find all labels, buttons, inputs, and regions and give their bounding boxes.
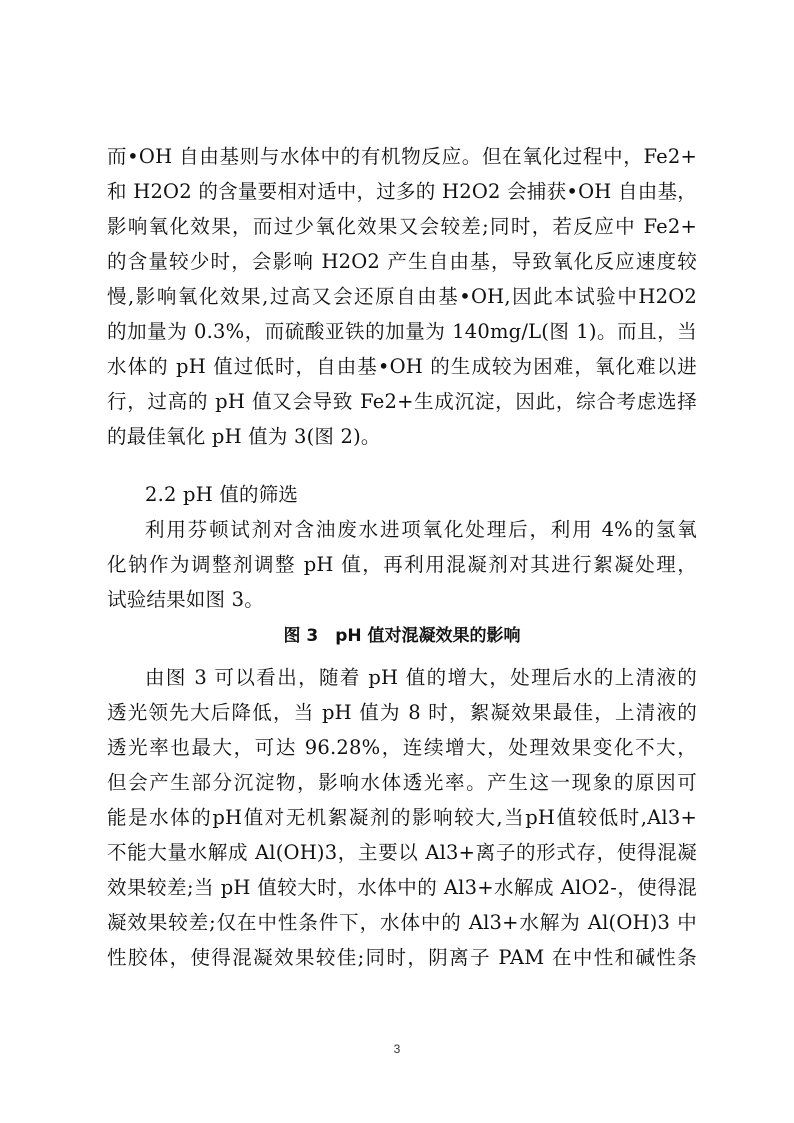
paragraph-line: 能是水体的pH值对无机絮凝剂的影响较大,当pH值较低时,Al3+: [107, 806, 697, 829]
paragraph-line: 利用芬顿试剂对含油废水进项氧化处理后，利用 4%的氢氧: [145, 518, 697, 541]
paragraph-line: 不能大量水解成 Al(OH)3，主要以 Al3+离子的形式存，使得混凝: [107, 841, 697, 864]
paragraph-line: 水体的 pH 值过低时，自由基•OH 的生成较为困难，氧化难以进: [107, 355, 697, 378]
paragraph-line: 慢,影响氧化效果,过高又会还原自由基•OH,因此本试验中H2O2: [107, 285, 697, 308]
paragraph-line: 而•OH 自由基则与水体中的有机物反应。但在氧化过程中，Fe2+: [107, 145, 697, 168]
page-number: 3: [393, 1042, 401, 1056]
paragraph-line: 但会产生部分沉淀物，影响水体透光率。产生这一现象的原因可: [107, 771, 697, 794]
paragraph-line: 影响氧化效果，而过少氧化效果又会较差;同时，若反应中 Fe2+: [107, 215, 697, 238]
paragraph-line: 的最佳氧化 pH 值为 3(图 2)。: [107, 425, 381, 448]
paragraph-line: 由图 3 可以看出，随着 pH 值的增大，处理后水的上清液的: [145, 666, 697, 689]
paragraph-line: 凝效果较差;仅在中性条件下，水体中的 Al3+水解为 Al(OH)3 中: [107, 911, 697, 934]
figure-caption: 图 3 pH 值对混凝效果的影响: [283, 626, 521, 646]
paragraph-line: 行，过高的 pH 值又会导致 Fe2+生成沉淀，因此，综合考虑选择: [107, 390, 697, 413]
paragraph-line: 的含量较少时，会影响 H2O2 产生自由基，导致氧化反应速度较: [107, 250, 697, 273]
paragraph-line: 效果较差;当 pH 值较大时，水体中的 Al3+水解成 AlO2-，使得混: [107, 876, 697, 899]
paragraph-line: 透光领先大后降低，当 pH 值为 8 时，絮凝效果最佳，上清液的: [107, 701, 697, 724]
paragraph-line: 化钠作为调整剂调整 pH 值，再利用混凝剂对其进行絮凝处理，: [107, 553, 697, 576]
section-heading: 2.2 pH 值的筛选: [145, 483, 299, 506]
paragraph-line: 的加量为 0.3%，而硫酸亚铁的加量为 140mg/L(图 1)。而且，当: [107, 320, 697, 343]
paragraph-line: 透光率也最大，可达 96.28%，连续增大，处理效果变化不大，: [107, 736, 697, 759]
paragraph-line: 性胶体，使得混凝效果较佳;同时，阴离子 PAM 在中性和碱性条: [107, 946, 697, 969]
paragraph-line: 和 H2O2 的含量要相对适中，过多的 H2O2 会捕获•OH 自由基，: [107, 180, 697, 203]
paragraph-line: 试验结果如图 3。: [107, 588, 264, 611]
